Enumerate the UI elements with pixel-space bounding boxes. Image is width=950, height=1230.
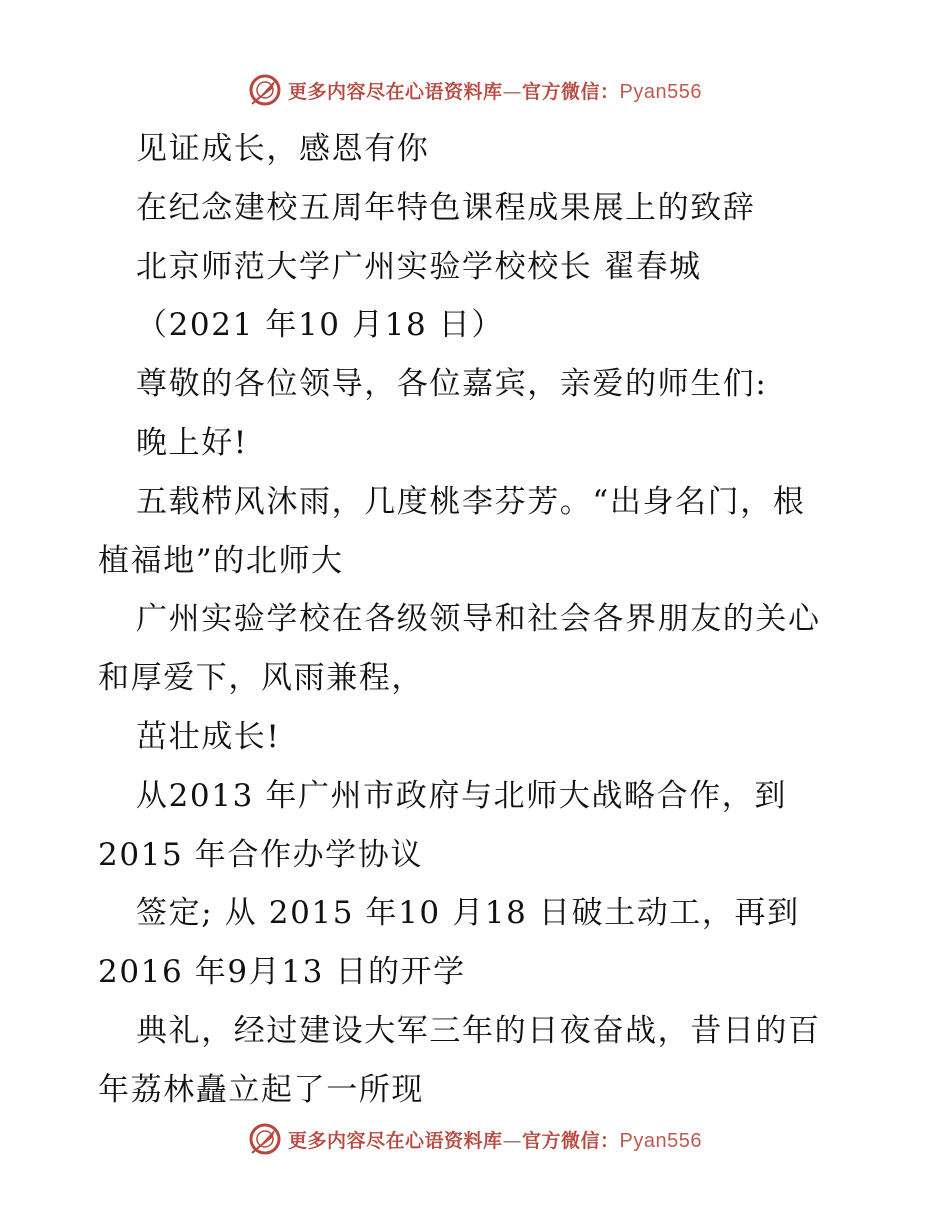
paragraph-line: 广州实验学校在各级领导和社会各界朋友的关心 (136, 601, 821, 638)
paragraph-line: 2016 年9月13 日的开学 (98, 954, 466, 991)
banner-wechat-id: Pyan556 (619, 80, 702, 103)
document-title: 见证成长，感恩有你 (136, 131, 430, 167)
banner-separator: — (502, 80, 523, 103)
paragraph-line: 典礼，经过建设大军三年的日夜奋战，昔日的百 (136, 1012, 821, 1049)
document-greeting: 晚上好! (136, 424, 248, 461)
document-subtitle: 在纪念建校五周年特色课程成果展上的致辞 (136, 189, 756, 226)
paragraph-line: 年荔林矗立起了一所现 (98, 1071, 424, 1108)
quill-circle-logo-icon (248, 1122, 282, 1156)
paragraph-line: 茁壮成长! (136, 718, 281, 755)
document-salutation: 尊敬的各位领导，各位嘉宾，亲爱的师生们: (136, 366, 768, 403)
quill-circle-logo-icon (248, 73, 282, 107)
banner-brand-text: 更多内容尽在心语资料库 (288, 1129, 503, 1152)
paragraph-line: 植福地”的北师大 (98, 542, 344, 579)
banner-wechat-label: 官方微信： (522, 1129, 620, 1152)
paragraph-line: 和厚爱下，风雨兼程， (98, 660, 424, 697)
document-date: （2021 年10 月18 日） (136, 307, 504, 344)
document-body (98, 120, 868, 1120)
banner-wechat-label: 官方微信： (522, 80, 620, 103)
banner-wechat-id: Pyan556 (619, 1129, 702, 1152)
paragraph-line: 从2013 年广州市政府与北师大战略合作，到 (136, 777, 787, 814)
paragraph-line: 五载栉风沐雨，几度桃李芬芳。“出身名门，根 (136, 483, 806, 520)
paragraph-line: 签定; 从 2015 年10 月18 日破土动工，再到 (136, 895, 800, 932)
banner-brand-text: 更多内容尽在心语资料库 (288, 80, 503, 103)
paragraph-line: 2015 年合作办学协议 (98, 836, 423, 873)
document-author: 北京师范大学广州实验学校校长 翟春城 (136, 248, 702, 285)
header-watermark-banner (0, 70, 950, 110)
footer-watermark-banner (0, 1119, 950, 1159)
banner-separator: — (502, 1129, 523, 1152)
